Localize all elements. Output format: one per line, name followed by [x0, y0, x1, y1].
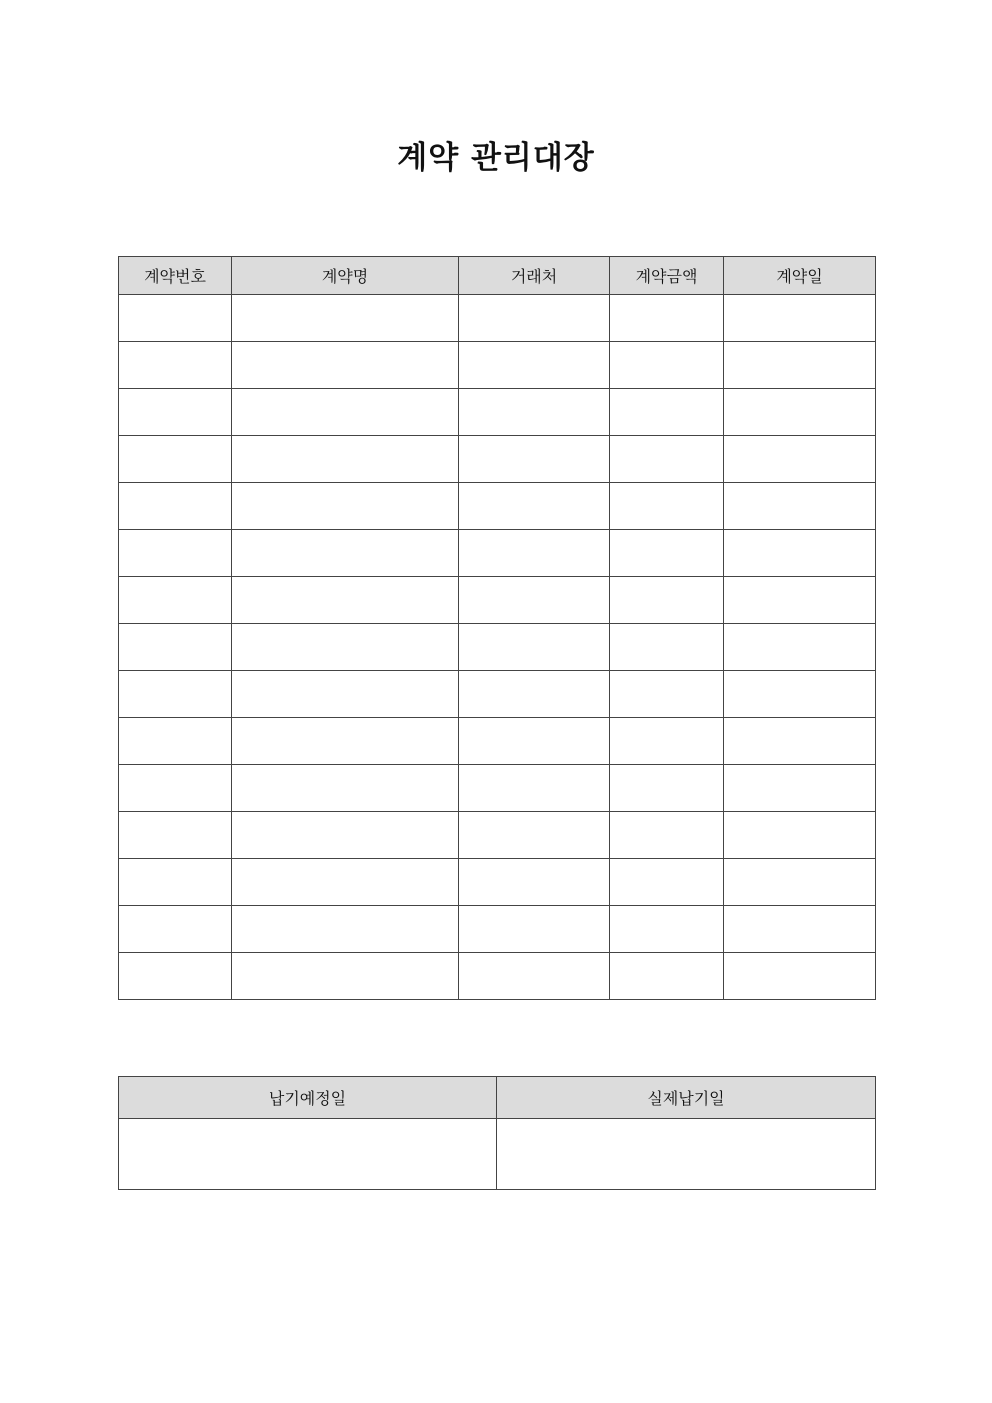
table-cell[interactable]	[459, 389, 610, 436]
table-cell[interactable]	[610, 483, 724, 530]
table-row	[119, 1119, 876, 1190]
table-cell[interactable]	[610, 718, 724, 765]
table-cell[interactable]	[610, 530, 724, 577]
table-cell[interactable]	[232, 483, 459, 530]
header-actual-delivery-date: 실제납기일	[497, 1077, 876, 1119]
delivery-table	[118, 1076, 876, 1190]
table-cell[interactable]	[119, 859, 232, 906]
delivery-table-header-row	[119, 1077, 876, 1119]
table-cell[interactable]	[232, 530, 459, 577]
table-cell[interactable]	[459, 342, 610, 389]
table-row	[119, 342, 876, 389]
table-row	[119, 812, 876, 859]
table-cell[interactable]	[119, 953, 232, 1000]
table-cell[interactable]	[119, 436, 232, 483]
table-cell[interactable]	[459, 859, 610, 906]
table-cell[interactable]	[119, 389, 232, 436]
table-row	[119, 624, 876, 671]
table-row	[119, 577, 876, 624]
table-cell[interactable]	[724, 671, 876, 718]
table-cell[interactable]	[610, 953, 724, 1000]
table-cell[interactable]	[232, 295, 459, 342]
table-cell[interactable]	[610, 295, 724, 342]
header-client: 거래처	[459, 257, 610, 295]
table-cell[interactable]	[459, 530, 610, 577]
table-cell[interactable]	[232, 953, 459, 1000]
table-cell[interactable]	[232, 906, 459, 953]
table-cell[interactable]	[232, 624, 459, 671]
table-row	[119, 483, 876, 530]
table-cell[interactable]	[119, 624, 232, 671]
table-row	[119, 530, 876, 577]
table-cell[interactable]	[724, 859, 876, 906]
table-cell[interactable]	[610, 906, 724, 953]
table-cell[interactable]	[610, 812, 724, 859]
table-row	[119, 295, 876, 342]
table-cell[interactable]	[232, 812, 459, 859]
table-cell[interactable]	[724, 765, 876, 812]
table-cell[interactable]	[724, 718, 876, 765]
page-title: 계약 관리대장	[397, 140, 595, 176]
table-cell[interactable]	[459, 624, 610, 671]
table-cell[interactable]	[724, 436, 876, 483]
table-cell[interactable]	[232, 342, 459, 389]
table-cell[interactable]	[610, 577, 724, 624]
table-cell[interactable]	[724, 624, 876, 671]
table-cell[interactable]	[724, 577, 876, 624]
table-cell[interactable]	[119, 483, 232, 530]
table-cell[interactable]	[459, 671, 610, 718]
table-cell[interactable]	[459, 812, 610, 859]
table-cell[interactable]	[119, 812, 232, 859]
table-cell[interactable]	[119, 342, 232, 389]
table-cell[interactable]	[119, 765, 232, 812]
table-cell[interactable]	[232, 765, 459, 812]
table-cell[interactable]	[459, 483, 610, 530]
table-cell[interactable]	[459, 765, 610, 812]
table-row	[119, 906, 876, 953]
table-cell[interactable]	[119, 671, 232, 718]
table-cell[interactable]	[119, 295, 232, 342]
table-row	[119, 671, 876, 718]
table-cell[interactable]	[119, 530, 232, 577]
table-cell[interactable]	[610, 342, 724, 389]
table-row	[119, 436, 876, 483]
table-cell[interactable]	[232, 671, 459, 718]
table-cell[interactable]	[232, 859, 459, 906]
table-cell[interactable]	[119, 577, 232, 624]
table-cell[interactable]	[724, 295, 876, 342]
table-cell[interactable]	[497, 1119, 876, 1190]
table-row	[119, 389, 876, 436]
table-cell[interactable]	[459, 718, 610, 765]
contract-table	[118, 256, 876, 1000]
table-cell[interactable]	[232, 389, 459, 436]
table-cell[interactable]	[459, 436, 610, 483]
table-cell[interactable]	[724, 530, 876, 577]
table-cell[interactable]	[724, 812, 876, 859]
table-cell[interactable]	[724, 953, 876, 1000]
table-cell[interactable]	[119, 906, 232, 953]
table-cell[interactable]	[119, 718, 232, 765]
table-cell[interactable]	[610, 671, 724, 718]
table-row	[119, 859, 876, 906]
table-cell[interactable]	[459, 906, 610, 953]
header-contract-number: 계약번호	[119, 257, 232, 295]
table-cell[interactable]	[610, 624, 724, 671]
table-cell[interactable]	[459, 295, 610, 342]
table-cell[interactable]	[610, 389, 724, 436]
header-contract-amount: 계약금액	[610, 257, 724, 295]
header-contract-date: 계약일	[724, 257, 876, 295]
table-cell[interactable]	[459, 953, 610, 1000]
table-cell[interactable]	[724, 906, 876, 953]
table-cell[interactable]	[724, 342, 876, 389]
table-cell[interactable]	[119, 1119, 497, 1190]
table-cell[interactable]	[610, 765, 724, 812]
table-cell[interactable]	[724, 389, 876, 436]
table-cell[interactable]	[232, 718, 459, 765]
table-row	[119, 718, 876, 765]
table-cell[interactable]	[232, 577, 459, 624]
table-cell[interactable]	[459, 577, 610, 624]
table-cell[interactable]	[232, 436, 459, 483]
header-contract-name: 계약명	[232, 257, 459, 295]
table-cell[interactable]	[610, 436, 724, 483]
table-row	[119, 765, 876, 812]
table-cell[interactable]	[724, 483, 876, 530]
table-cell[interactable]	[610, 859, 724, 906]
table-row	[119, 953, 876, 1000]
contract-table-header-row	[119, 257, 876, 295]
header-planned-delivery-date: 납기예정일	[119, 1077, 497, 1119]
